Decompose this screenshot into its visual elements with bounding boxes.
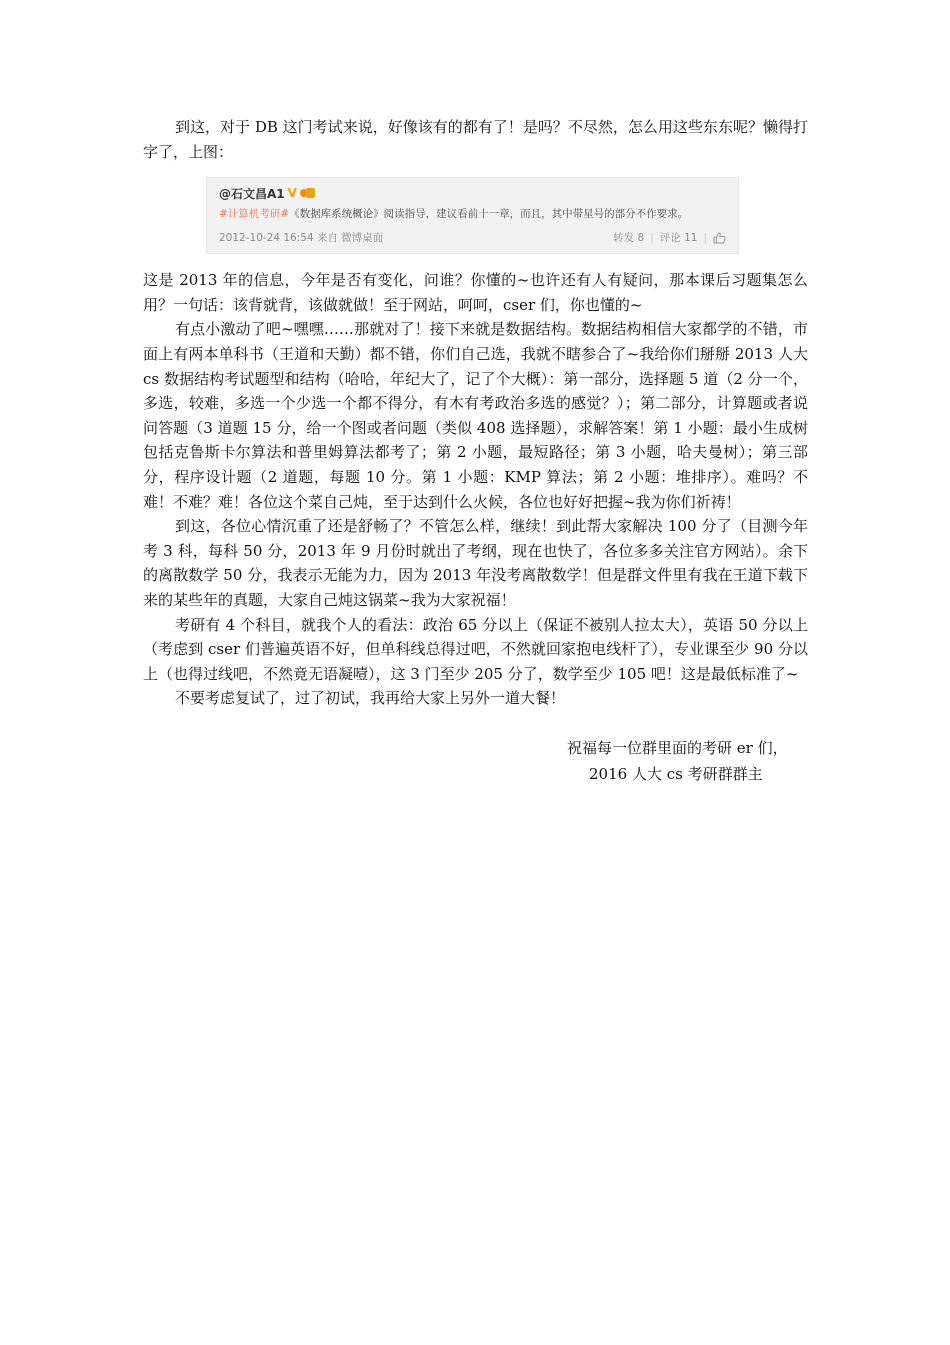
paragraph-5: 不要考虑复试了，过了初试，我再给大家上另外一道大餐！ <box>175 689 566 708</box>
paragraph-4: 考研有 4 个科目，就我个人的看法：政治 65 分以上（保证不被别人拉太大），英语 50 分以上（考虑到 cser 们普遍英语不好，但单科线总得过吧，不然就回家抱电线杆了），专业课至少 90 分以上（也得过线吧，不然竟无语凝噎），这 3 门至少 205 分了，数学至少 105 吧！这是最低标准了~ <box>143 615 808 683</box>
paragraph-1: 这是 2013 年的信息，今年是否有变化，问谁？你懂的~也许还有人有疑问，那本课后习题集怎么用？一句话：该背就背，该做就做！至于网站，呵呵，cser 们，你也懂的~ <box>143 271 808 314</box>
weibo-timestamp-source: 2012-10-24 16:54 来自 微博桌面 <box>219 232 384 245</box>
weibo-post-screenshot <box>206 177 739 254</box>
weibo-action-divider: | <box>650 231 654 244</box>
document-page <box>143 115 808 787</box>
weibo-post-text <box>219 206 728 221</box>
weibo-actions <box>613 230 726 245</box>
weibo-comment-count: 评论 11 <box>659 232 698 245</box>
signature-author: 2016 人大 cs 考研群群主 <box>589 764 763 783</box>
weibo-action-divider: | <box>703 231 707 244</box>
weibo-repost-count: 转发 8 <box>613 232 645 245</box>
weibo-post-body: 《数据库系统概论》阅读指导，建议看前十一章，而且，其中带星号的部分不作要求。 <box>289 208 689 221</box>
weibo-user-row <box>219 185 728 201</box>
weibo-footer <box>219 230 726 245</box>
paragraph-3: 到这，各位心情沉重了还是舒畅了？不管怎么样，继续！到此帮大家解决 100 分了（目测今年考 3 科，每科 50 分，2013 年 9 月份时就出了考纲，现在也快了，各位多多关注官方网站）。余下的离散数学 50 分，我表示无能为力，因为 2013 年没考离散数学！但是群文件里有我在王道下载下来的某些年的真题，大家自己炖这锅菜~我为大家祝福！ <box>143 517 808 609</box>
verified-v-icon: V <box>287 186 297 201</box>
signature-block <box>143 735 808 787</box>
thumbs-up-icon <box>713 232 726 244</box>
signature-greeting: 祝福每一位群里面的考研 er 们， <box>567 738 788 757</box>
member-medal-icon <box>300 187 315 199</box>
weibo-hashtag: #计算机考研# <box>219 208 290 221</box>
weibo-username: @石文昌A1 <box>219 186 285 201</box>
paragraph-2: 有点小激动了吧~嘿嘿……那就对了！接下来就是数据结构。数据结构相信大家都学的不错，市面上有两本单科书（王道和天勤）都不错，你们自己选，我就不瞎参合了~我给你们掰掰 2013 人大 cs 数据结构考试题型和结构（哈哈，年纪大了，记了个大概）：第一部分，选择题 5 道（2 分一个，多选，较难，多选一个少选一个都不得分，有木有考政治多选的感觉？）；第二部分，计算题或者说问答题（3 道题 15 分，给一个图或者问题（类似 408 选择题），求解答案！第 1 小题：最小生成树包括克鲁斯卡尔算法和普里姆算法都考了；第 2 小题，最短路径；第 3 小题，哈夫曼树）；第三部分，程序设计题（2 道题，每题 10 分。第 1 小题：KMP 算法；第 2 小题：堆排序）。难吗？不难！不难？难！各位这个菜自己炖，至于达到什么火候，各位也好好把握~我为你们祈祷！ <box>143 320 808 511</box>
intro-paragraph: 到这，对于 DB 这门考试来说，好像该有的都有了！是吗？不尽然，怎么用这些东东呢？懒得打字了，上图： <box>143 118 808 161</box>
